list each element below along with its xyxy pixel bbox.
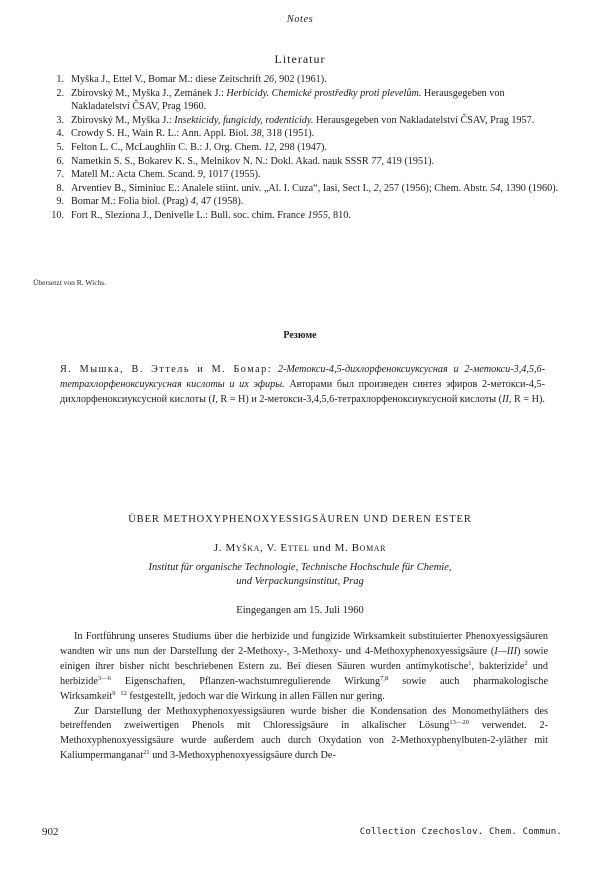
reference-number: 9. <box>56 196 64 208</box>
reference-item <box>50 155 565 169</box>
reference-item <box>50 168 565 182</box>
reference-segment: Fort R., Sleziona J., Denivelle L.: Bull. soc. chim. France <box>71 209 308 221</box>
reference-number: 5. <box>56 141 64 153</box>
reference-segment: Matell M.: Acta Chem. Scand. <box>71 169 198 181</box>
reference-segment: 47 (1958). <box>198 196 244 208</box>
resume-authors: Я. Мышка, В. Эттель и М. Бомар: <box>60 364 273 375</box>
resume-title: Резюме <box>283 330 317 341</box>
reference-number: 6. <box>56 155 64 167</box>
reference-item <box>50 87 565 114</box>
author-initial-1: J. <box>213 542 226 554</box>
resume-title-italic-1: 2-Метокси-4,5-дихлорфеноксиуксусная <box>277 364 448 375</box>
p1-compounds: I—III <box>494 645 517 657</box>
p1-text-g: festgestellt, jedoch war die Wirkung in allen Fällen nur gering. <box>126 690 385 702</box>
reference-segment: Crowdy S. H., Wain R. L.: Ann. Appl. Biol. <box>71 128 252 140</box>
reference-number: 10. <box>51 209 64 221</box>
resume-body-1: Авторами был произведен синтез эфиров 2-метокси-4,5-дихлорфеноксиуксусной кислоты ( <box>60 379 546 405</box>
reference-number: 1. <box>56 74 64 85</box>
resume-title-italic-2: 2-метокси-3,4,5,6-тетрахлорфеноксиуксусная кислоты и их эфиры. <box>60 364 546 390</box>
reference-text <box>71 141 565 155</box>
reference-italic: 54, <box>490 182 503 194</box>
p2-text-a: Zur Darstellung der Methoxyphenoxyessigsäuren wurde bisher die Kondensation des Monomethyläthers des betreffenden zweiwertigen Phenols mit Chloressigsäure in alkalischer Lösung <box>60 705 548 732</box>
body-paragraph-2 <box>60 705 548 765</box>
running-head: Notes <box>286 14 314 25</box>
reference-text <box>71 87 565 114</box>
reference-item <box>50 195 565 209</box>
received-date: Eingegangen am 15. Juli 1960 <box>236 605 364 616</box>
reference-italic: 9, <box>197 169 206 181</box>
body-paragraph-1 <box>60 630 548 705</box>
reference-item <box>50 141 565 155</box>
reference-segment: 810. <box>330 209 351 221</box>
author-3: Bomar <box>351 542 387 554</box>
reference-text <box>71 182 565 196</box>
p1-text-f: sowie auch pharmakologische Wirksamkeit <box>60 675 548 702</box>
p1-text-e: Eigenschaften, Pflanzen-wachstumregulierende Wirkung <box>110 675 381 687</box>
author-sep-2: und M. <box>309 542 352 554</box>
reference-text <box>71 155 565 169</box>
reference-italic: 26, <box>263 74 277 85</box>
p2-text-c: und 3-Methoxyphenoxyessigsäure durch De- <box>149 750 336 762</box>
literature-title: Literatur <box>274 52 326 66</box>
reference-italic: 4, <box>190 196 199 208</box>
p1-text-a: In Fortführung unseres Studiums über die herbizide und fungizide Wirksamkeit substituierter Phenoxyessigsäuren wandten wir uns nun der Darstellung der 2-Methoxy-, 3-Methoxy- und 4-Methoxyphenoxyessigsäure ( <box>60 631 548 657</box>
reference-italic: 1955, <box>307 209 331 221</box>
reference-segment: Zbirovský M., Myška J., Zemánek J.: <box>71 87 227 99</box>
reference-text <box>71 168 565 182</box>
reference-number: 2. <box>56 87 64 99</box>
author-2: Ettel <box>280 542 310 554</box>
reference-item <box>50 182 565 196</box>
reference-italic: 77, <box>371 155 384 167</box>
translator-note: Übersetzt von R. Wichs. <box>33 278 107 287</box>
reference-segment: Arventiev B., Siminiuc E.: Analele stiint. univ. „Al. I. Cuza“, Iasi, Sect I., <box>71 182 374 194</box>
reference-segment: 902 (1961). <box>276 74 327 85</box>
article-title: ÜBER METHOXYPHENOXYESSIGSÄUREN UND DEREN ESTER <box>128 514 472 525</box>
reference-number: 7. <box>56 169 64 181</box>
citation-sup: 3—6 <box>97 674 111 682</box>
affiliation <box>0 561 600 589</box>
reference-segment: Bomar M.: Folia biol. (Prag) <box>71 196 191 208</box>
journal-name: Collection Czechoslov. Chem. Commun. <box>359 827 562 837</box>
citation-sup: 13—20 <box>449 719 469 727</box>
reference-text <box>71 114 565 128</box>
reference-segment: Herausgegeben von Nakladatelství ČSAV, Prag 1960. <box>71 87 505 113</box>
reference-segment: Nametkin S. S., Bokarev K. S., Melnikov N. N.: Dokl. Akad. nauk SSSR <box>71 155 372 167</box>
citation-sup: 7,8 <box>380 674 389 682</box>
reference-text <box>71 73 565 87</box>
reference-item <box>50 73 565 87</box>
p2-text-b: verwendet. 2-Methoxyphenoxyessigsäure wurde außerdem auch durch Oxydation von 2-Methoxyphenylbuten-2-yläther mit Kaliumpermanganat <box>60 720 548 762</box>
page-number: 902 <box>42 826 59 838</box>
resume-conj: и <box>447 364 465 375</box>
reference-item <box>50 114 565 128</box>
reference-italic: 12, <box>264 141 277 153</box>
reference-number: 8. <box>56 182 64 194</box>
reference-number: 3. <box>56 114 64 126</box>
reference-segment: 1390 (1960). <box>502 182 559 194</box>
citation-sup: 21 <box>143 749 150 757</box>
article-body <box>60 630 548 764</box>
reference-item <box>50 127 565 141</box>
reference-segment: 298 (1947). <box>276 141 327 153</box>
p1-text-b: ) sowie einigen ihrer bisher nicht beschriebenen Estern zu. Bei diesen Säuren wurden antimykotische <box>60 645 548 672</box>
reference-text <box>71 195 565 209</box>
reference-item <box>50 209 565 223</box>
resume-compound-1: I, <box>211 394 218 405</box>
reference-segment: Myška J., Ettel V., Bomar M.: diese Zeitschrift <box>71 74 264 85</box>
article-authors <box>0 542 600 554</box>
affiliation-line-2: und Verpackungsinstitut, Prag <box>236 576 364 587</box>
p1-text-c: , bakterizide <box>471 660 525 672</box>
reference-segment: 419 (1951). <box>384 155 435 167</box>
resume-abstract <box>60 362 545 407</box>
resume-body-2: R = H) и 2-метокси-3,4,5,6-тетрахлорфеноксиуксусной кислоты ( <box>217 394 503 405</box>
resume-compound-2: II, <box>502 394 512 405</box>
reference-segment: 257 (1956); Chem. Abstr. <box>381 182 491 194</box>
reference-segment: Felton L. C., McLaughlin C. B.: J. Org. Chem. <box>71 141 265 153</box>
reference-segment: Herausgegeben von Nakladatelství ČSAV, Prag 1957. <box>313 114 535 126</box>
citation-sup: 9 12 <box>112 689 127 697</box>
reference-segment: Zbirovský M., Myška J.: <box>71 114 175 126</box>
author-1: Myška <box>225 542 261 554</box>
reference-text <box>71 209 565 223</box>
author-sep-1: , V. <box>260 542 281 554</box>
citation-sup: 1 <box>468 659 472 667</box>
reference-list <box>50 73 565 223</box>
reference-italic: Insekticidy, fungicidy, rodenticidy. <box>174 114 314 126</box>
p1-text-d: und herbizide <box>60 660 548 687</box>
citation-sup: 2 <box>524 659 528 667</box>
reference-italic: 2, <box>373 182 382 194</box>
affiliation-line-1: Institut für organische Technologie, Technische Hochschule für Chemie, <box>148 562 452 573</box>
reference-italic: Herbicidy. Chemické prostředky proti plevelům. <box>226 87 422 99</box>
reference-text <box>71 127 565 141</box>
reference-segment: 318 (1951). <box>264 128 315 140</box>
reference-number: 4. <box>56 128 64 140</box>
reference-italic: 38, <box>251 128 265 140</box>
reference-segment: 1017 (1955). <box>205 169 261 181</box>
resume-body-3: R = H). <box>511 394 545 405</box>
